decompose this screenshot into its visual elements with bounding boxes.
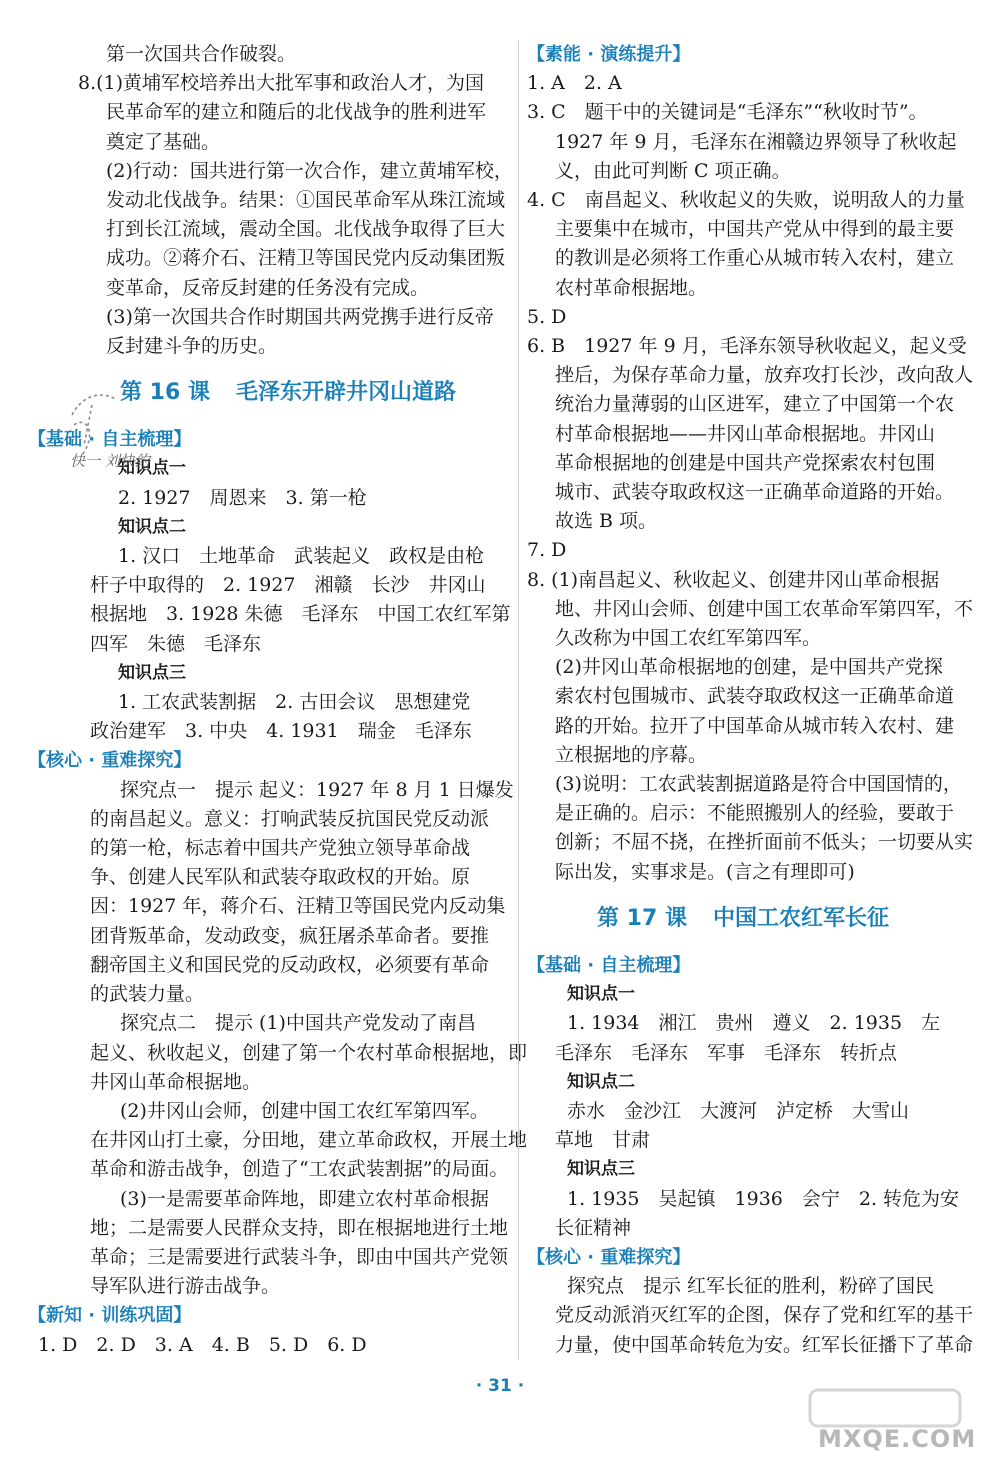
text-line: 在井冈山打土豪，分田地，建立革命政权，开展土地 bbox=[90, 1129, 528, 1152]
text-line: 农村革命根据地。 bbox=[555, 276, 708, 299]
text-line: 7. D bbox=[527, 539, 567, 562]
text-line: 发动北伐战争。结果：①国民革命军从珠江流域 bbox=[106, 189, 506, 212]
text-line: 地、井冈山会师、创建中国工农革命军第四军，不 bbox=[555, 597, 974, 620]
text-line: 挫后，为保存革命力量，放弃攻打长沙，改向敌人 bbox=[555, 364, 974, 387]
text-line: 长征精神 bbox=[555, 1216, 632, 1239]
lesson-number: 第 16 课 bbox=[120, 380, 210, 406]
lesson-title: 毛泽东开辟井冈山道路 bbox=[235, 380, 456, 406]
text-line: 党反动派消灭红军的企图，保存了党和红军的基干 bbox=[555, 1304, 974, 1327]
text-line: 统治力量薄弱的山区进军，建立了中国第一个农 bbox=[555, 393, 955, 416]
text-line: 城市、武装夺取政权这一正确革命道路的开始。 bbox=[555, 481, 955, 504]
text-line: 四军 朱德 毛泽东 bbox=[90, 632, 262, 655]
text-line: 8. (1)南昌起义、秋收起义、创建井冈山革命根据 bbox=[527, 568, 940, 591]
text-line: 赤水 金沙江 大渡河 泸定桥 大雪山 bbox=[567, 1099, 910, 1122]
page-number: · 31 · bbox=[475, 1376, 525, 1396]
text-line: 革命；三是需要进行武装斗争，即由中国共产党领 bbox=[90, 1245, 509, 1268]
text-line: 起义、秋收起义，创建了第一个农村革命根据地，即 bbox=[90, 1041, 528, 1064]
text-line: 团背叛革命，发动政变，疯狂屠杀革命者。要推 bbox=[90, 924, 490, 947]
text-line: 政治建军 3. 中央 4. 1931 瑞金 毛泽东 bbox=[90, 720, 472, 743]
watermark-text: MXQE.COM bbox=[818, 1425, 977, 1453]
text-line: (2)井冈山会师，创建中国工农红军第四军。 bbox=[120, 1099, 489, 1122]
text-line: 毛泽东 毛泽东 军事 毛泽东 转折点 bbox=[555, 1041, 898, 1064]
knowledge-point-2-label: 知识点二 bbox=[567, 1071, 635, 1092]
text-line: 的武装力量。 bbox=[90, 983, 205, 1006]
text-line: 创新；不屈不挠，在挫折面前不低头；一切要从实 bbox=[555, 831, 974, 854]
text-line: 革命根据地的创建是中国共产党探索农村包围 bbox=[555, 451, 936, 474]
text-line: (2)井冈山革命根据地的创建，是中国共产党探 bbox=[555, 656, 943, 679]
text-line: 主要集中在城市，中国共产党从中得到的最主要 bbox=[555, 218, 955, 241]
text-line: 5. D bbox=[527, 305, 567, 328]
section-header-skill: 【素能 · 演练提升】 bbox=[527, 44, 691, 65]
text-line: 的第一枪，标志着中国共产党独立领导革命战 bbox=[90, 837, 471, 860]
text-line: 杆子中取得的 2. 1927 湘赣 长沙 井冈山 bbox=[90, 574, 486, 597]
section-header-core: 【核心 · 重难探究】 bbox=[28, 750, 192, 772]
lesson-17-heading bbox=[527, 887, 959, 951]
handwritten-note: 快一 刘快约 bbox=[70, 452, 150, 470]
knowledge-point-1-label: 知识点一 bbox=[567, 984, 635, 1005]
text-line: 1927 年 9 月，毛泽东在湘赣边界领导了秋收起 bbox=[555, 130, 957, 153]
left-column bbox=[28, 40, 528, 1360]
text-line: 奠定了基础。 bbox=[106, 130, 221, 153]
answer-line: 1. D 2. D 3. A 4. B 5. D 6. D bbox=[38, 1333, 367, 1356]
text-line: 的教训是必须将工作重心从城市转入农村，建立 bbox=[555, 247, 955, 270]
text-line: 草地 甘肃 bbox=[555, 1129, 651, 1152]
text-line: 1. 汉口 土地革命 武装起义 政权是由枪 bbox=[118, 545, 485, 568]
text-line: 革命和游击战争，创造了“工农武装割据”的局面。 bbox=[90, 1158, 509, 1181]
knowledge-point-2-label: 知识点二 bbox=[118, 516, 186, 537]
section-header-basic: 【基础 · 自主梳理】 bbox=[527, 954, 691, 976]
text-line: 因：1927 年，蒋介石、汪精卫等国民党内反动集 bbox=[90, 895, 506, 918]
text-line: 义，由此可判断 C 项正确。 bbox=[555, 159, 791, 182]
text-line: 根据地 3. 1928 朱德 毛泽东 中国工农红军第 bbox=[90, 603, 511, 626]
text-line: 是正确的。启示：不能照搬别人的经验，要敢于 bbox=[555, 802, 955, 825]
text-line: 争、创建人民军队和武装夺取政权的开始。原 bbox=[90, 866, 471, 889]
text-line: 反封建斗争的历史。 bbox=[106, 335, 278, 358]
text-line: 力量，使中国革命转危为安。红军长征播下了革命 bbox=[555, 1333, 974, 1356]
text-line: 2. 1927 周恩来 3. 第一枪 bbox=[118, 486, 367, 509]
text-line: 探究点一 提示 起义：1927 年 8 月 1 日爆发 bbox=[120, 778, 514, 801]
section-header-basic: 【基础 · 自主梳理】 bbox=[28, 429, 192, 451]
knowledge-point-1-label: 知识点一 bbox=[118, 458, 186, 479]
text-line: (3)第一次国共合作时期国共两党携手进行反帝 bbox=[106, 305, 494, 328]
lesson-number: 第 17 课 bbox=[597, 905, 687, 931]
text-line: 1. 工农武装割据 2. 古田会议 思想建党 bbox=[118, 691, 471, 714]
text-line: 第一次国共合作破裂。 bbox=[106, 43, 297, 65]
text-line: 索农村包围城市、武装夺取政权这一正确革命道 bbox=[555, 685, 955, 708]
text-line: 变革命，反帝反封建的任务没有完成。 bbox=[106, 276, 430, 299]
text-line: 村革命根据地——井冈山革命根据地。井冈山 bbox=[555, 422, 936, 445]
section-header-new: 【新知 · 训练巩固】 bbox=[28, 1305, 192, 1327]
lesson-title: 中国工农红军长征 bbox=[712, 905, 889, 931]
text-line: (3)说明：工农武装割据道路是符合中国国情的， bbox=[555, 773, 962, 796]
text-line: 成功。②蒋介石、汪精卫等国民党内反动集团叛 bbox=[106, 247, 506, 270]
section-header-core: 【核心 · 重难探究】 bbox=[527, 1246, 691, 1268]
text-line: 4. C 南昌起义、秋收起义的失败，说明敌人的力量 bbox=[527, 189, 965, 212]
text-line: 的南昌起义。意义：打响武装反抗国民党反动派 bbox=[90, 807, 490, 830]
knowledge-point-3-label: 知识点三 bbox=[567, 1159, 635, 1180]
text-line: 1. 1934 湘江 贵州 遵义 2. 1935 左 bbox=[567, 1012, 941, 1035]
knowledge-point-3-label: 知识点三 bbox=[118, 662, 186, 683]
text-line: 际出发，实事求是。(言之有理即可) bbox=[555, 860, 855, 883]
text-line: 井冈山革命根据地。 bbox=[90, 1070, 262, 1093]
text-line: (2)行动：国共进行第一次合作，建立黄埔军校， bbox=[106, 159, 513, 182]
right-column bbox=[518, 40, 974, 1360]
text-line: 久改称为中国工农红军第四军。 bbox=[555, 627, 822, 650]
text-line: 3. C 题干中的关键词是“毛泽东”“秋收时节”。 bbox=[527, 101, 928, 124]
text-line: (3)一是需要革命阵地，即建立农村革命根据 bbox=[120, 1187, 489, 1210]
text-line: 民革命军的建立和随后的北伐战争的胜利进军 bbox=[106, 101, 487, 124]
text-line: 地；二是需要人民群众支持，即在根据地进行土地 bbox=[90, 1216, 509, 1239]
text-line: 立根据地的序幕。 bbox=[555, 743, 708, 766]
text-line: 路的开始。拉开了中国革命从城市转入农村、建 bbox=[555, 714, 955, 737]
text-line: 6. B 1927 年 9 月，毛泽东领导秋收起义，起义受 bbox=[527, 335, 967, 358]
text-line: 8.(1)黄埔军校培养出大批军事和政治人才，为国 bbox=[78, 72, 485, 95]
text-line: 翻帝国主义和国民党的反动政权，必须要有革命 bbox=[90, 953, 490, 976]
text-line: 探究点二 提示 (1)中国共产党发动了南昌 bbox=[120, 1012, 476, 1035]
text-line: 探究点 提示 红军长征的胜利，粉碎了国民 bbox=[567, 1275, 935, 1298]
text-line: 1. A 2. A bbox=[527, 72, 622, 95]
text-line: 打到长江流域，震动全国。北伐战争取得了巨大 bbox=[106, 218, 506, 241]
text-line: 导军队进行游击战争。 bbox=[90, 1275, 281, 1298]
text-line: 1. 1935 吴起镇 1936 会宁 2. 转危为安 bbox=[567, 1187, 960, 1210]
text-line: 故选 B 项。 bbox=[555, 510, 658, 533]
